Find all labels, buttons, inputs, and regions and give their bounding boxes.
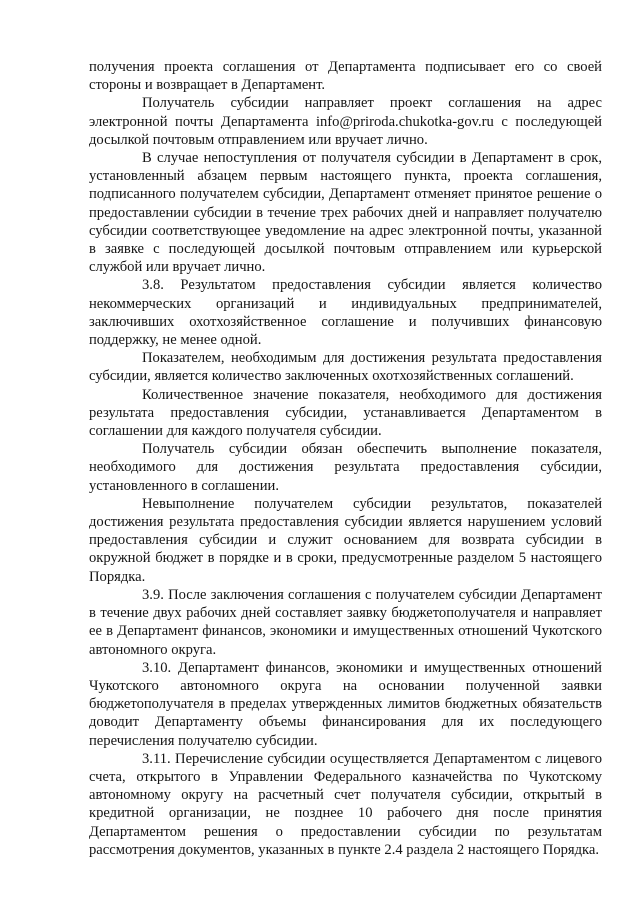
paragraph-3-10: 3.10. Департамент финансов, экономики и имущественных отношений Чукотского автономного округа на основании полученной заявки бюджетополучателя в пределах утвержденных лимитов бюджетных обязательств доводит Департаменту объемы финансирования для их последующего перечисления получателю субсидии.	[89, 659, 602, 749]
paragraph-indicator-value: Количественное значение показателя, необходимого для достижения результата предоставления субсидии, устанавливается Департаментом в соглашении для каждого получателя субсидии.	[89, 386, 602, 440]
document-body	[89, 58, 602, 859]
paragraph-continuation: получения проекта соглашения от Департамента подписывает его со своей стороны и возвращает в Департамент.	[89, 59, 602, 94]
paragraph-3-9: 3.9. После заключения соглашения с получателем субсидии Департамент в течение двух рабочих дней составляет заявку бюджетополучателя и направляет ее в Департамент финансов, экономики и имущественных отношений Чукотского автономного округа.	[89, 586, 602, 658]
paragraph-non-fulfillment: Невыполнение получателем субсидии результатов, показателей достижения результата предоставления субсидии является нарушением условий предоставления субсидии и служит основанием для возврата субсидии в окружной бюджет в порядке и в сроки, предусмотренные разделом 5 настоящего Порядка.	[89, 495, 602, 585]
paragraph-non-receipt: В случае непоступления от получателя субсидии в Департамент в срок, установленный абзацем первым настоящего пункта, проекта соглашения, подписанного получателем субсидии, Департамент отменяет принятое решение о предоставлении субсидии в течение трех рабочих дней и направляет получателю субсидии соответствующее уведомление на адрес электронной почты, указанной в заявке с последующей досылкой почтовым отправлением или курьерской службой или вручает лично.	[89, 150, 602, 276]
paragraph-obligation: Получатель субсидии обязан обеспечить выполнение показателя, необходимого для достижения результата предоставления субсидии, установленного в соглашении.	[89, 441, 602, 494]
paragraph-email-submission: Получатель субсидии направляет проект соглашения на адрес электронной почты Департамента info@priroda.chukotka-gov.ru с последующей досылкой почтовым отправлением или вручает лично.	[89, 95, 602, 148]
paragraph-indicator: Показателем, необходимым для достижения результата предоставления субсидии, является количество заключенных охотхозяйственных соглашений.	[89, 350, 602, 385]
paragraph-3-11: 3.11. Перечисление субсидии осуществляется Департаментом с лицевого счета, открытого в Управлении Федерального казначейства по Чукотскому автономному округу на расчетный счет получателя субсидии, открытый в кредитной организации, не позднее 10 рабочего дня после принятия Департаментом решения о предоставлении субсидии по результатам рассмотрения документов, указанных в пункте 2.4 раздела 2 настоящего Порядка.	[89, 750, 602, 858]
paragraph-3-8-result: 3.8. Результатом предоставления субсидии является количество некоммерческих организаций и индивидуальных предпринимателей, заключивших охотхозяйственное соглашение и получивших финансовую поддержку, не менее одной.	[89, 277, 602, 349]
